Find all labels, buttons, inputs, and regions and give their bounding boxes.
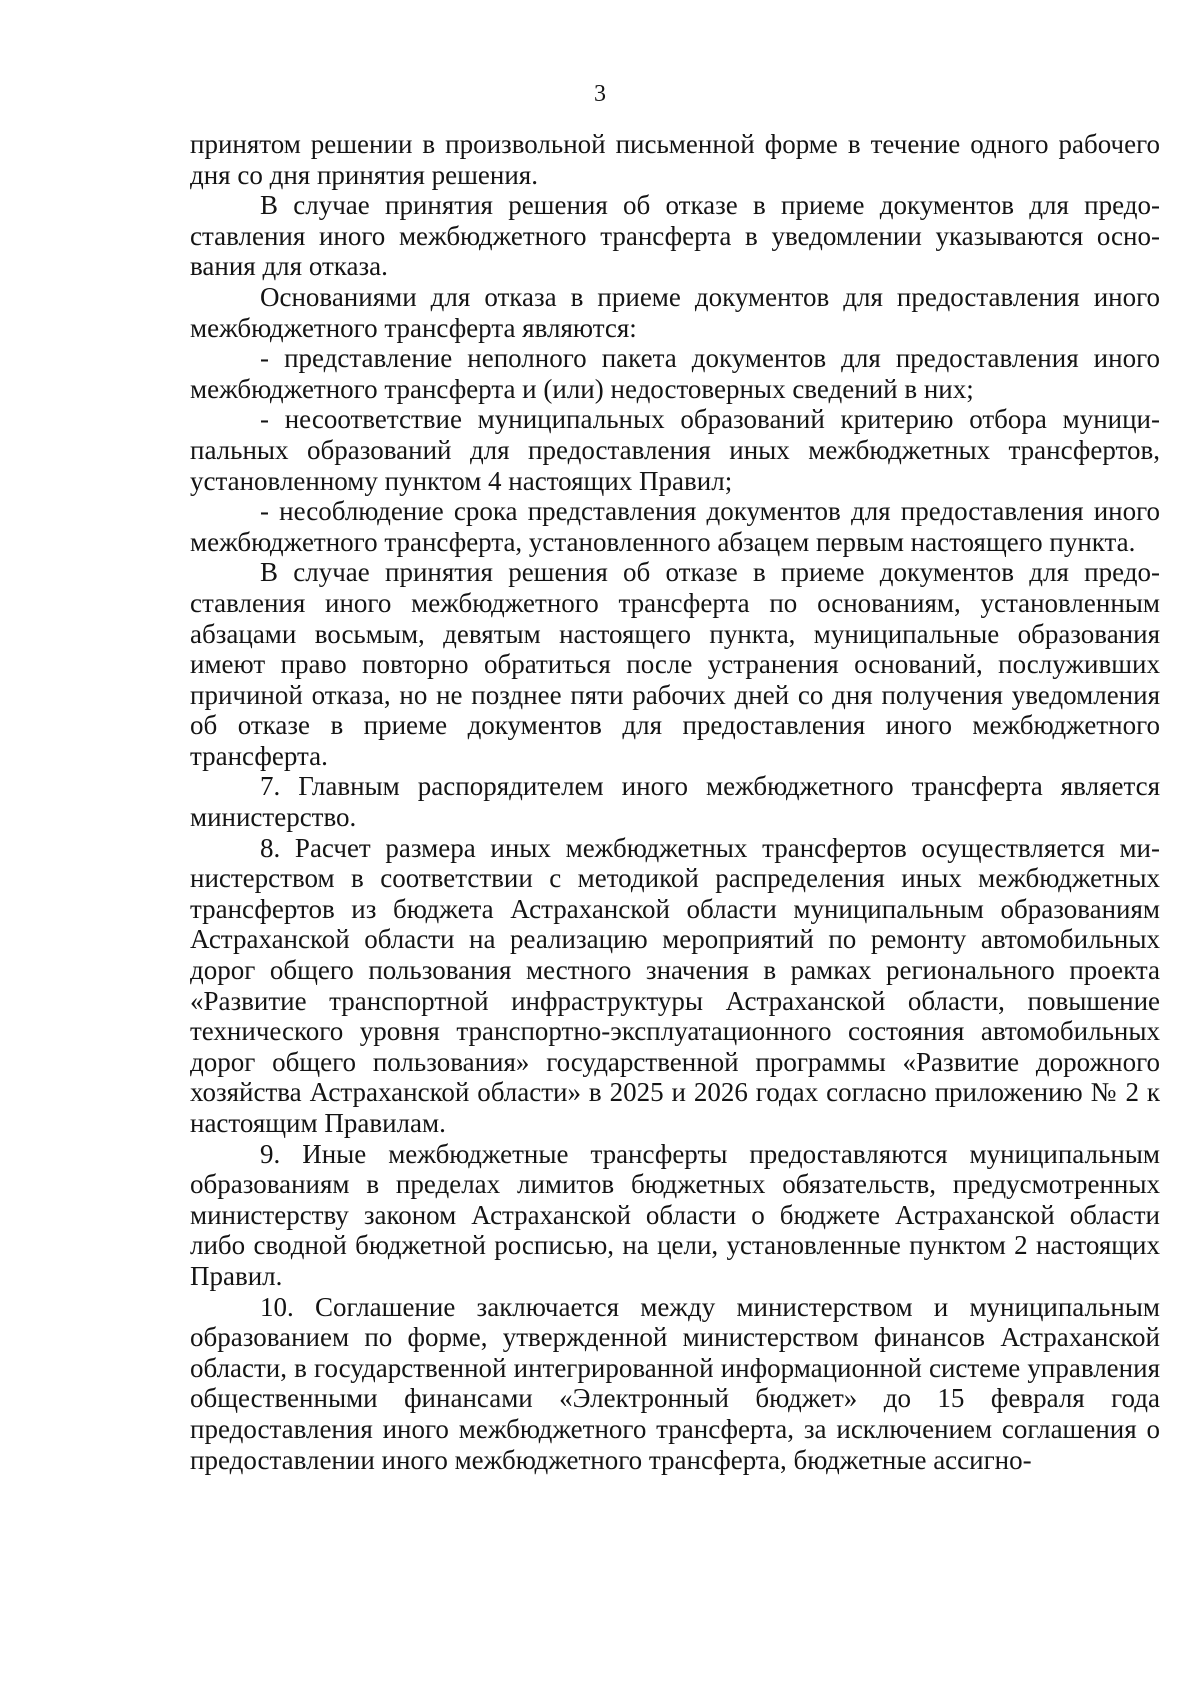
page-number: 3: [594, 81, 606, 107]
paragraph: В случае принятия решения об отказе в приеме документов для предоставления иного межбюджетного трансферта по основаниям, установленным абзацами восьмым, девятым настоящего пункта, муниципальные образования имеют право повторно обратиться после устранения оснований, послуживших причиной отказа, но не позднее пяти рабочих дней со дня получения уведомления об отказе в приеме документов для предоставления иного межбюджетного трансферта.: [190, 557, 1160, 771]
numbered-clause: 8. Расчет размера иных межбюджетных трансфертов осуществляется министерством в соответствии с методикой распределения иных межбюджетных трансфертов из бюджета Астраханской области муниципальным образованиям Астраханской области на реализацию мероприятий по ремонту автомобильных дорог общего пользования местного значения в рамках регионального проекта «Развитие транспортной инфраструктуры Астраханской области, повышение технического уровня транспортно-эксплуатационного состояния автомобильных дорог общего пользования» государственной программы «Развитие дорожного хозяйства Астраханской области» в 2025 и 2026 годах согласно приложению № 2 к настоящим Правилам.: [190, 832, 1160, 1138]
numbered-clause: 7. Главным распорядителем иного межбюджетного трансферта является министерство.: [190, 771, 1160, 833]
paragraph: принятом решении в произвольной письменной форме в течение одного рабочего дня со дня принятия решения.: [190, 129, 1160, 190]
paragraph: В случае принятия решения об отказе в приеме документов для предоставления иного межбюджетного трансферта в уведомлении указываются основания для отказа.: [190, 190, 1160, 282]
paragraph: Основаниями для отказа в приеме документов для предоставления иного межбюджетного трансферта являются:: [190, 281, 1160, 343]
list-item: - представление неполного пакета документов для предоставления иного межбюджетного трансферта и (или) недостоверных сведений в них;: [190, 343, 1160, 404]
document-body: [190, 129, 1160, 1475]
list-item: - несоблюдение срока представления документов для предоставления иного межбюджетного трансферта, установленного абзацем первым настоящего пункта.: [190, 496, 1160, 557]
numbered-clause: 9. Иные межбюджетные трансферты предоставляются муниципальным образованиям в пределах лимитов бюджетных обязательств, предусмотренных министерству законом Астраханской области о бюджете Астраханской области либо сводной бюджетной росписью, на цели, установленные пунктом 2 настоящих Правил.: [190, 1138, 1160, 1291]
numbered-clause: 10. Соглашение заключается между министерством и муниципальным образованием по форме, утвержденной министерством финансов Астраханской области, в государственной интегрированной информационной системе управления общественными финансами «Электронный бюджет» до 15 февраля года предоставления иного межбюджетного трансферта, за исключением соглашения о предоставлении иного межбюджетного трансферта, бюджетные ассигно-: [190, 1291, 1160, 1475]
list-item: - несоответствие муниципальных образований критерию отбора муниципальных образований для предоставления иных межбюджетных трансфертов, установленному пунктом 4 настоящих Правил;: [190, 404, 1160, 496]
